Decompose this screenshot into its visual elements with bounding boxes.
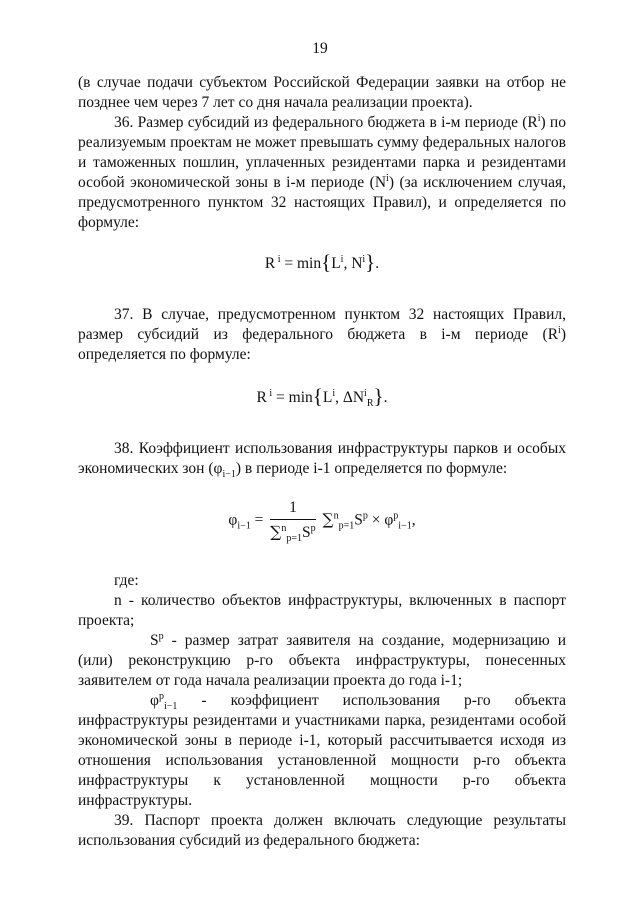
formula-36: R $^i = \min\{L^i$, $N^i$}. <box>264 250 380 274</box>
paragraph-37: 37. В случае, предусмотренном пунктом 32 настоящих Правил, размер субсидий из федерального бюджета в i-м периоде $(R^i)$ определяется по формуле: <box>78 306 566 363</box>
formula-fraction: $\frac{1}{\sum^n_{p=1}S^p}$ <box>270 499 316 545</box>
page-content <box>78 73 566 851</box>
paragraph-39: 39. Паспорт проекта должен включать следующие результаты использования субсидий из федерального бюджета: <box>78 812 566 849</box>
formula-38: $\varphi_{i-1}$ = $\frac{1}{\sum^n_{p=1}S^p}$ $\sum^n_{p=1}S^p \times \varphi^p_{i-1}$, <box>228 499 416 545</box>
where-label: где: <box>114 572 139 589</box>
page-number: 19 <box>312 40 328 57</box>
paragraph-38: 38. Коэффициент использования инфраструктуры парков и особых экономических зон $(\varphi_{i-1})$ в периоде i-1 определяется по формуле: <box>78 440 566 481</box>
paragraph-continuation: (в случае подачи субъектом Российской Федерации заявки на отбор не позднее чем через 7 лет со дня начала реализации проекта). <box>78 74 566 111</box>
paragraph-36: 36. Размер субсидий из федерального бюджета в i-м периоде $(R^i)$ по реализуемым проектам не может превышать сумму федеральных налогов и таможенных пошлин, уплаченных резидентами парка и резидентами особой экономической зоны в i-м периоде $(N^i)$ (за исключением случая, предусмотренного пунктом 32 настоящих Правил), и определяется по формуле: <box>78 112 566 231</box>
definition-s: $S^p$ - размер затрат заявителя на создание, модернизацию и (или) реконструкцию p-го объекта инфраструктуры, понесенных заявителем от года начала реализации проекта до года i-1; <box>78 630 566 689</box>
definition-n: n - количество объектов инфраструктуры, включенных в паспорт проекта; <box>78 592 566 629</box>
formula-37: R $^i = \min\{L^i$, $\Delta N^i_R$}. <box>256 384 388 410</box>
definition-phi: $\varphi^p_{i-1}$ - коэффициент использования p-го объекта инфраструктуры резидентами и участниками парка, резидентами особой экономической зоны в периоде i-1, который рассчитывается исходя из отношения использования установленной мощности p-го объекта инфраструктуры к установленной мощности p-го объекта инфраструктуры. <box>78 690 566 809</box>
